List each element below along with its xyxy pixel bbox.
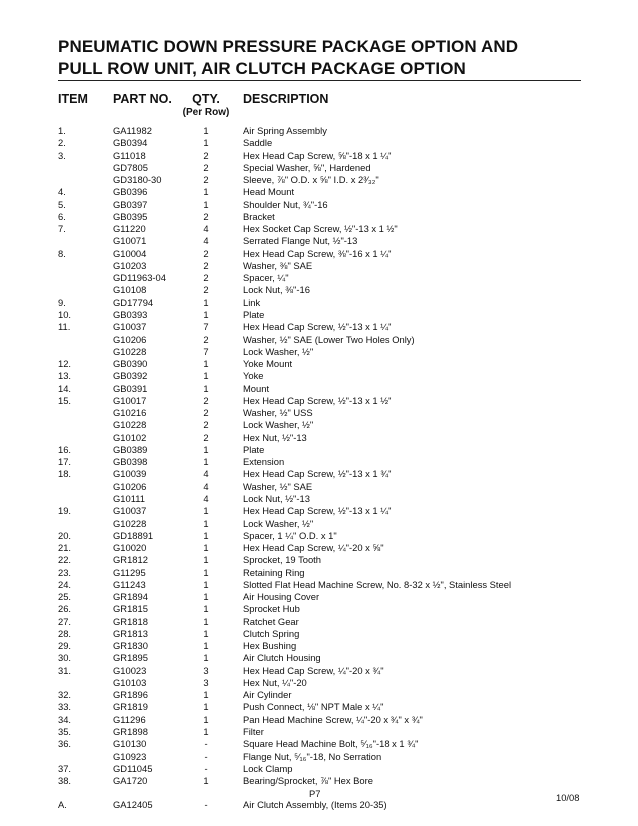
item-cell: 30.	[58, 652, 72, 664]
description-cell: Flange Nut, ⁵⁄₁₆"-18, No Serration	[243, 750, 382, 762]
description-cell: Air Housing Cover	[243, 591, 320, 603]
description-cell: Hex Head Cap Screw, ⅜"-16 x 1 ¼"	[243, 247, 392, 259]
description-cell: Sprocket, 19 Tooth	[243, 554, 322, 566]
part-number-cell: G10228	[113, 419, 147, 431]
item-cell: 9.	[58, 296, 66, 308]
qty-cell: 4	[203, 235, 209, 247]
description-cell: Air Spring Assembly	[243, 125, 327, 136]
item-cell: 18.	[58, 468, 72, 480]
part-row	[58, 321, 618, 333]
qty-cell: -	[204, 762, 208, 774]
part-number-cell: GB0397	[113, 198, 148, 210]
header-qty: QTY.	[192, 92, 220, 106]
item-cell: 21.	[58, 542, 72, 554]
item-cell: 23.	[58, 566, 72, 578]
item-cell: 38.	[58, 775, 72, 787]
part-number-cell: G10103	[113, 676, 147, 688]
part-number-cell: G11243	[113, 578, 146, 590]
description-cell: Plate	[243, 443, 265, 455]
description-cell: Slotted Flat Head Machine Screw, No. 8-32 x ½", Stainless Steel	[243, 578, 512, 590]
title-line-1: PNEUMATIC DOWN PRESSURE PACKAGE OPTION AND	[58, 37, 519, 56]
part-number-cell: G10071	[113, 235, 147, 247]
part-row	[58, 751, 618, 763]
description-cell: Lock Clamp	[243, 762, 293, 774]
part-row	[58, 370, 618, 382]
item-cell: 14.	[58, 382, 72, 394]
list-spacer	[58, 787, 618, 799]
qty-cell: 1	[203, 578, 209, 590]
description-cell: Head Mount	[243, 186, 295, 198]
header-description: DESCRIPTION	[243, 92, 329, 106]
part-number-cell: G10206	[113, 333, 147, 345]
item-cell: 10.	[58, 308, 72, 320]
qty-cell: 2	[203, 333, 209, 345]
item-cell: 12.	[58, 358, 72, 370]
item-cell: 22.	[58, 554, 72, 566]
part-row	[58, 235, 618, 247]
part-row	[58, 419, 618, 431]
qty-cell: 1	[203, 529, 209, 541]
parts-list	[58, 125, 618, 812]
description-cell: Washer, ½" USS	[243, 407, 313, 419]
description-cell: Sprocket Hub	[243, 603, 300, 615]
qty-cell: 7	[203, 321, 209, 333]
page-number: P7	[309, 788, 321, 799]
part-row	[58, 125, 618, 137]
part-number-cell: G10228	[113, 345, 147, 357]
qty-cell: 4	[203, 492, 209, 504]
description-cell: Lock Washer, ½"	[243, 517, 314, 529]
description-cell: Bracket	[243, 210, 275, 222]
part-row	[58, 505, 618, 517]
description-cell: Hex Bushing	[243, 640, 297, 652]
qty-cell: 1	[203, 713, 209, 725]
description-cell: Saddle	[243, 137, 273, 149]
item-cell: 32.	[58, 689, 72, 701]
part-number-cell: GA11982	[113, 125, 152, 136]
item-cell: 28.	[58, 627, 72, 639]
item-cell: 35.	[58, 726, 72, 738]
description-cell: Hex Head Cap Screw, ½"-13 x 1 ¼"	[243, 505, 392, 517]
part-row	[58, 432, 618, 444]
description-cell: Serrated Flange Nut, ½"-13	[243, 235, 358, 247]
part-row	[58, 701, 618, 713]
part-row	[58, 665, 618, 677]
qty-cell: 1	[203, 554, 209, 566]
description-cell: Yoke	[243, 370, 264, 382]
qty-cell: 1	[203, 505, 209, 517]
part-row	[58, 272, 618, 284]
part-row	[58, 334, 618, 346]
part-row	[58, 456, 618, 468]
part-number-cell: GA12405	[113, 799, 153, 811]
item-cell: 20.	[58, 529, 72, 541]
part-row	[58, 579, 618, 591]
item-cell: 1.	[58, 125, 66, 136]
qty-cell: 1	[203, 382, 209, 394]
part-row	[58, 726, 618, 738]
part-row	[58, 652, 618, 664]
description-cell: Retaining Ring	[243, 566, 305, 578]
page-title	[58, 36, 618, 80]
qty-cell: 1	[203, 701, 209, 713]
part-row	[58, 567, 618, 579]
part-row	[58, 542, 618, 554]
description-cell: Square Head Machine Bolt, ⁵⁄₁₆"-18 x 1 ¾"	[243, 738, 419, 750]
description-cell: Bearing/Sprocket, ⅞" Hex Bore	[243, 775, 373, 787]
item-cell: 2.	[58, 137, 66, 149]
qty-cell: 2	[203, 407, 209, 419]
part-row	[58, 591, 618, 603]
description-cell: Shoulder Nut, ¾"-16	[243, 198, 328, 210]
header-item: ITEM	[58, 92, 88, 106]
part-number-cell: G10130	[113, 738, 147, 750]
part-number-cell: G10111	[113, 492, 145, 504]
description-cell: Lock Nut, ⅜"-16	[243, 284, 310, 296]
part-row	[58, 689, 618, 701]
part-number-cell: G10037	[113, 321, 147, 333]
part-number-cell: G11220	[113, 223, 146, 235]
description-cell: Ratchet Gear	[243, 615, 299, 627]
part-row	[58, 297, 618, 309]
part-row	[58, 763, 618, 775]
item-cell: 34.	[58, 713, 72, 725]
header-part-no: PART NO.	[113, 92, 172, 106]
part-row	[58, 162, 618, 174]
qty-cell: 3	[203, 664, 209, 676]
item-cell: 4.	[58, 186, 66, 198]
description-cell: Air Clutch Housing	[243, 652, 321, 664]
part-number-cell: GD17794	[113, 296, 154, 308]
description-cell: Plate	[243, 308, 265, 320]
qty-cell: 1	[203, 137, 209, 149]
description-cell: Washer, ⅜" SAE	[243, 259, 313, 271]
part-number-cell: GD3180-30	[113, 174, 162, 186]
item-cell: 37.	[58, 762, 72, 774]
part-row	[58, 407, 618, 419]
description-cell: Spacer, ¼"	[243, 272, 289, 284]
description-cell: Mount	[243, 382, 270, 394]
item-cell: 24.	[58, 578, 72, 590]
description-cell: Hex Nut, ¼"-20	[243, 676, 307, 688]
part-number-cell: GR1813	[113, 627, 148, 639]
part-number-cell: GB0395	[113, 210, 148, 222]
description-cell: Extension	[243, 456, 285, 468]
description-cell: Hex Head Cap Screw, ½"-13 x 1 ¼"	[243, 321, 392, 333]
part-row	[58, 137, 618, 149]
item-cell: 3.	[58, 149, 66, 161]
part-number-cell: GB0398	[113, 456, 148, 468]
part-row	[58, 199, 618, 211]
part-row	[58, 628, 618, 640]
part-number-cell: G10206	[113, 480, 147, 492]
item-cell: 15.	[58, 394, 72, 406]
part-number-cell: G10039	[113, 468, 147, 480]
part-number-cell: G10017	[113, 394, 147, 406]
item-cell: 11.	[58, 321, 71, 333]
assembly-row	[58, 799, 618, 811]
part-number-cell: GB0391	[113, 382, 148, 394]
part-row	[58, 738, 618, 750]
description-cell: Clutch Spring	[243, 627, 300, 639]
qty-cell: 1	[203, 566, 209, 578]
part-number-cell: GR1894	[113, 591, 148, 603]
part-row	[58, 223, 618, 235]
qty-cell: 2	[203, 161, 209, 173]
item-cell: 25.	[58, 591, 72, 603]
qty-cell: 2	[203, 149, 209, 161]
qty-cell: 1	[203, 640, 209, 652]
part-number-cell: GD11045	[113, 762, 153, 774]
part-row	[58, 714, 618, 726]
title-rule	[58, 80, 581, 81]
description-cell: Hex Nut, ½"-13	[243, 431, 307, 443]
part-row	[58, 530, 618, 542]
part-row	[58, 616, 618, 628]
part-number-cell: GD11963-04	[113, 272, 166, 284]
qty-cell: -	[204, 799, 208, 811]
item-cell: 8.	[58, 247, 66, 259]
part-number-cell: G10023	[113, 664, 147, 676]
part-number-cell: GR1895	[113, 652, 148, 664]
item-cell: A.	[58, 799, 67, 811]
part-row	[58, 284, 618, 296]
description-cell: Hex Socket Cap Screw, ½"-13 x 1 ½"	[243, 223, 398, 235]
part-number-cell: GB0394	[113, 137, 148, 149]
part-number-cell: GA1720	[113, 775, 148, 787]
qty-cell: -	[204, 750, 208, 762]
part-number-cell: G10203	[113, 259, 147, 271]
description-cell: Lock Washer, ½"	[243, 419, 314, 431]
qty-cell: 2	[203, 394, 209, 406]
qty-cell: 2	[203, 419, 209, 431]
qty-cell: 7	[203, 345, 209, 357]
qty-cell: 2	[203, 210, 209, 222]
part-row	[58, 395, 618, 407]
description-cell: Hex Head Cap Screw, ¼"-20 x ¾"	[243, 664, 384, 676]
qty-cell: 1	[203, 615, 209, 627]
item-cell: 5.	[58, 198, 66, 210]
part-number-cell: GD7805	[113, 161, 148, 173]
item-cell: 19.	[58, 505, 72, 517]
item-cell: 31.	[58, 664, 72, 676]
part-row	[58, 468, 618, 480]
qty-cell: -	[204, 738, 208, 750]
part-row	[58, 518, 618, 530]
description-cell: Filter	[243, 726, 264, 738]
part-number-cell: GR1815	[113, 603, 148, 615]
description-cell: Lock Washer, ½"	[243, 345, 314, 357]
description-cell: Washer, ½" SAE (Lower Two Holes Only)	[243, 333, 415, 345]
item-cell: 13.	[58, 370, 72, 382]
title-line-2: PULL ROW UNIT, AIR CLUTCH PACKAGE OPTION	[58, 59, 466, 78]
description-cell: Washer, ½" SAE	[243, 480, 313, 492]
part-number-cell: GR1819	[113, 701, 148, 713]
part-number-cell: GR1898	[113, 726, 148, 738]
part-number-cell: GD18891	[113, 529, 154, 541]
qty-cell: 1	[203, 627, 209, 639]
description-cell: Link	[243, 296, 261, 308]
part-number-cell: GR1830	[113, 640, 148, 652]
qty-cell: 1	[203, 456, 209, 468]
qty-cell: 1	[203, 591, 209, 603]
qty-cell: 1	[203, 296, 209, 308]
part-number-cell: G10216	[113, 407, 147, 419]
part-number-cell: GR1812	[113, 554, 148, 566]
qty-cell: 2	[203, 431, 209, 443]
qty-cell: 1	[203, 358, 209, 370]
qty-cell: 2	[203, 247, 209, 259]
qty-cell: 1	[203, 443, 209, 455]
part-number-cell: G11296	[113, 713, 146, 725]
part-number-cell: GB0389	[113, 443, 148, 455]
description-cell: Air Cylinder	[243, 689, 292, 701]
description-cell: Spacer, 1 ¼" O.D. x 1"	[243, 529, 337, 541]
part-row	[58, 186, 618, 198]
part-number-cell: GR1818	[113, 615, 148, 627]
part-row	[58, 211, 618, 223]
description-cell: Hex Head Cap Screw, ¼"-20 x ⅝"	[243, 542, 384, 554]
qty-cell: 1	[203, 186, 209, 198]
qty-cell: 1	[203, 370, 209, 382]
part-row	[58, 358, 618, 370]
qty-cell: 1	[203, 689, 209, 701]
part-row	[58, 248, 618, 260]
part-number-cell: GB0390	[113, 358, 148, 370]
part-number-cell: G10037	[113, 505, 147, 517]
description-cell: Pan Head Machine Screw, ¼"-20 x ¾" x ¾"	[243, 713, 423, 725]
item-cell: 16.	[58, 443, 72, 455]
item-cell: 7.	[58, 223, 66, 235]
part-row	[58, 174, 618, 186]
description-cell: Hex Head Cap Screw, ½"-13 x 1 ½"	[243, 394, 392, 406]
description-cell: Special Washer, ⅝", Hardened	[243, 161, 371, 173]
qty-cell: 2	[203, 259, 209, 271]
description-cell: Hex Head Cap Screw, ⅝"-18 x 1 ¼"	[243, 149, 392, 161]
item-cell: 26.	[58, 603, 72, 615]
description-cell: Air Clutch Assembly, (Items 20-35)	[243, 799, 387, 811]
qty-cell: 1	[203, 652, 209, 664]
part-row	[58, 493, 618, 505]
qty-cell: 1	[203, 198, 209, 210]
qty-cell: 1	[203, 517, 209, 529]
qty-cell: 1	[203, 125, 209, 136]
description-cell: Push Connect, ⅛" NPT Male x ¼"	[243, 701, 384, 713]
part-row	[58, 309, 618, 321]
part-number-cell: G11018	[113, 149, 146, 161]
qty-cell: 2	[203, 284, 209, 296]
part-row	[58, 603, 618, 615]
part-number-cell: G10004	[113, 247, 147, 259]
qty-cell: 1	[203, 603, 209, 615]
revision-date: 10/08	[556, 792, 580, 803]
part-row	[58, 775, 618, 787]
qty-cell: 1	[203, 308, 209, 320]
part-number-cell: G11295	[113, 566, 146, 578]
description-cell: Lock Nut, ½"-13	[243, 492, 310, 504]
part-row	[58, 640, 618, 652]
item-cell: 29.	[58, 640, 72, 652]
item-cell: 27.	[58, 615, 72, 627]
item-cell: 33.	[58, 701, 72, 713]
qty-cell: 1	[203, 726, 209, 738]
part-number-cell: G10923	[113, 750, 147, 762]
qty-cell: 4	[203, 468, 209, 480]
qty-cell: 1	[203, 542, 209, 554]
description-cell: Sleeve, ⅞" O.D. x ⅝" I.D. x 2³⁄₃₂"	[243, 174, 379, 186]
part-number-cell: G10102	[113, 431, 147, 443]
part-number-cell: G10228	[113, 517, 147, 529]
part-number-cell: G10108	[113, 284, 147, 296]
part-number-cell: GB0396	[113, 186, 148, 198]
description-cell: Hex Head Cap Screw, ½"-13 x 1 ¾"	[243, 468, 392, 480]
item-cell: 6.	[58, 210, 66, 222]
qty-cell: 4	[203, 480, 209, 492]
part-number-cell: GB0393	[113, 308, 148, 320]
part-row	[58, 260, 618, 272]
header-qty-sub: (Per Row)	[182, 107, 230, 118]
part-row	[58, 383, 618, 395]
qty-cell: 4	[203, 223, 209, 235]
qty-cell: 2	[203, 174, 209, 186]
qty-cell: 1	[203, 775, 209, 787]
description-cell: Yoke Mount	[243, 358, 293, 370]
part-number-cell: GR1896	[113, 689, 148, 701]
part-row	[58, 677, 618, 689]
qty-cell: 3	[203, 676, 209, 688]
part-row	[58, 346, 618, 358]
part-row	[58, 554, 618, 566]
item-cell: 36.	[58, 738, 72, 750]
part-row	[58, 444, 618, 456]
part-row	[58, 150, 618, 162]
part-row	[58, 481, 618, 493]
part-number-cell: GB0392	[113, 370, 148, 382]
part-number-cell: G10020	[113, 542, 147, 554]
qty-cell: 2	[203, 272, 209, 284]
item-cell: 17.	[58, 456, 72, 468]
